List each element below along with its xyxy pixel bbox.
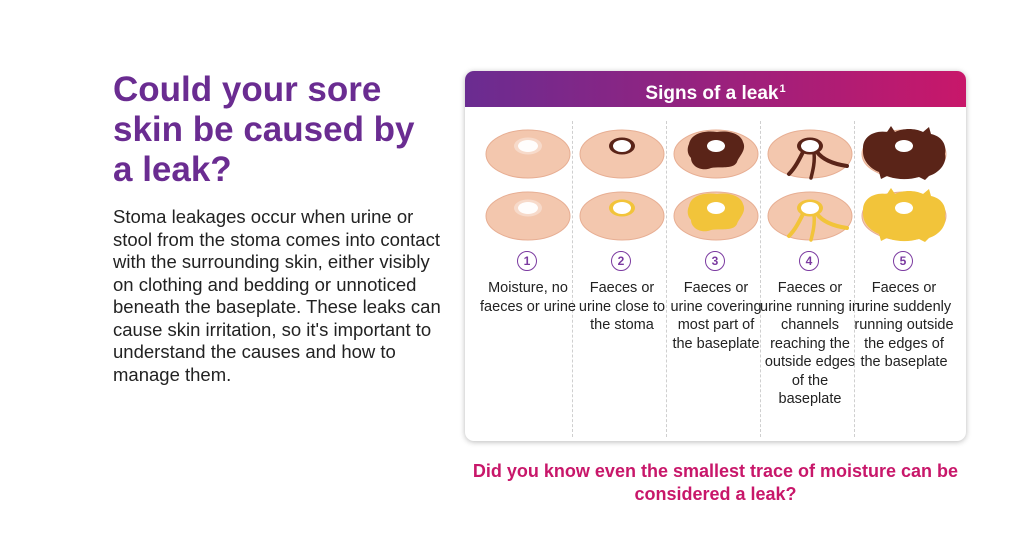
step-number: 1: [517, 251, 537, 271]
step-number: 2: [611, 251, 631, 271]
step-description: Faeces or urine covering most part of the baseplate: [670, 280, 762, 352]
leak-stage-1: [480, 121, 576, 437]
leak-stage-2: [578, 121, 667, 437]
card-header: [465, 71, 966, 107]
baseplate-urine-illustration: [861, 188, 947, 242]
leak-stages: [480, 121, 954, 437]
baseplate-faeces-illustration: [579, 126, 665, 180]
leak-stage-4: [760, 121, 860, 437]
leak-stage-5: [854, 121, 954, 437]
step-description: Moisture, no faeces or urine: [480, 280, 576, 315]
baseplate-faeces-illustration: [485, 126, 571, 180]
step-number: 5: [893, 251, 913, 271]
step-description: Faeces or urine suddenly running outside the edges of the baseplate: [854, 280, 954, 370]
footnote-marker: 1: [779, 83, 786, 95]
baseplate-urine-illustration: [579, 188, 665, 242]
step-description: Faeces or urine running in channels reaching the outside edges of the baseplate: [760, 280, 860, 407]
leak-stage-3: [672, 121, 761, 437]
intro-paragraph: Stoma leakages occur when urine or stool from the stoma comes into contact with the surrounding skin, either visibly on clothing and bedding or unnoticed beneath the baseplate. These leaks can cause skin irritation, so it's important to understand the causes and how to manage them.: [113, 206, 441, 385]
signs-of-leak-card: [465, 71, 966, 441]
baseplate-faeces-illustration: [767, 126, 853, 180]
baseplate-urine-illustration: [767, 188, 853, 242]
baseplate-faeces-illustration: [673, 126, 759, 180]
baseplate-faeces-illustration: [861, 126, 947, 180]
page-title: Could your sore skin be caused by a leak?: [113, 70, 415, 189]
callout-question: Did you know even the smallest trace of moisture can be considered a leak?: [472, 461, 959, 504]
baseplate-urine-illustration: [673, 188, 759, 242]
baseplate-urine-illustration: [485, 188, 571, 242]
step-description: Faeces or urine close to the stoma: [578, 280, 666, 333]
card-title: Signs of a leak: [645, 83, 779, 104]
step-number: 3: [705, 251, 725, 271]
step-number: 4: [799, 251, 819, 271]
